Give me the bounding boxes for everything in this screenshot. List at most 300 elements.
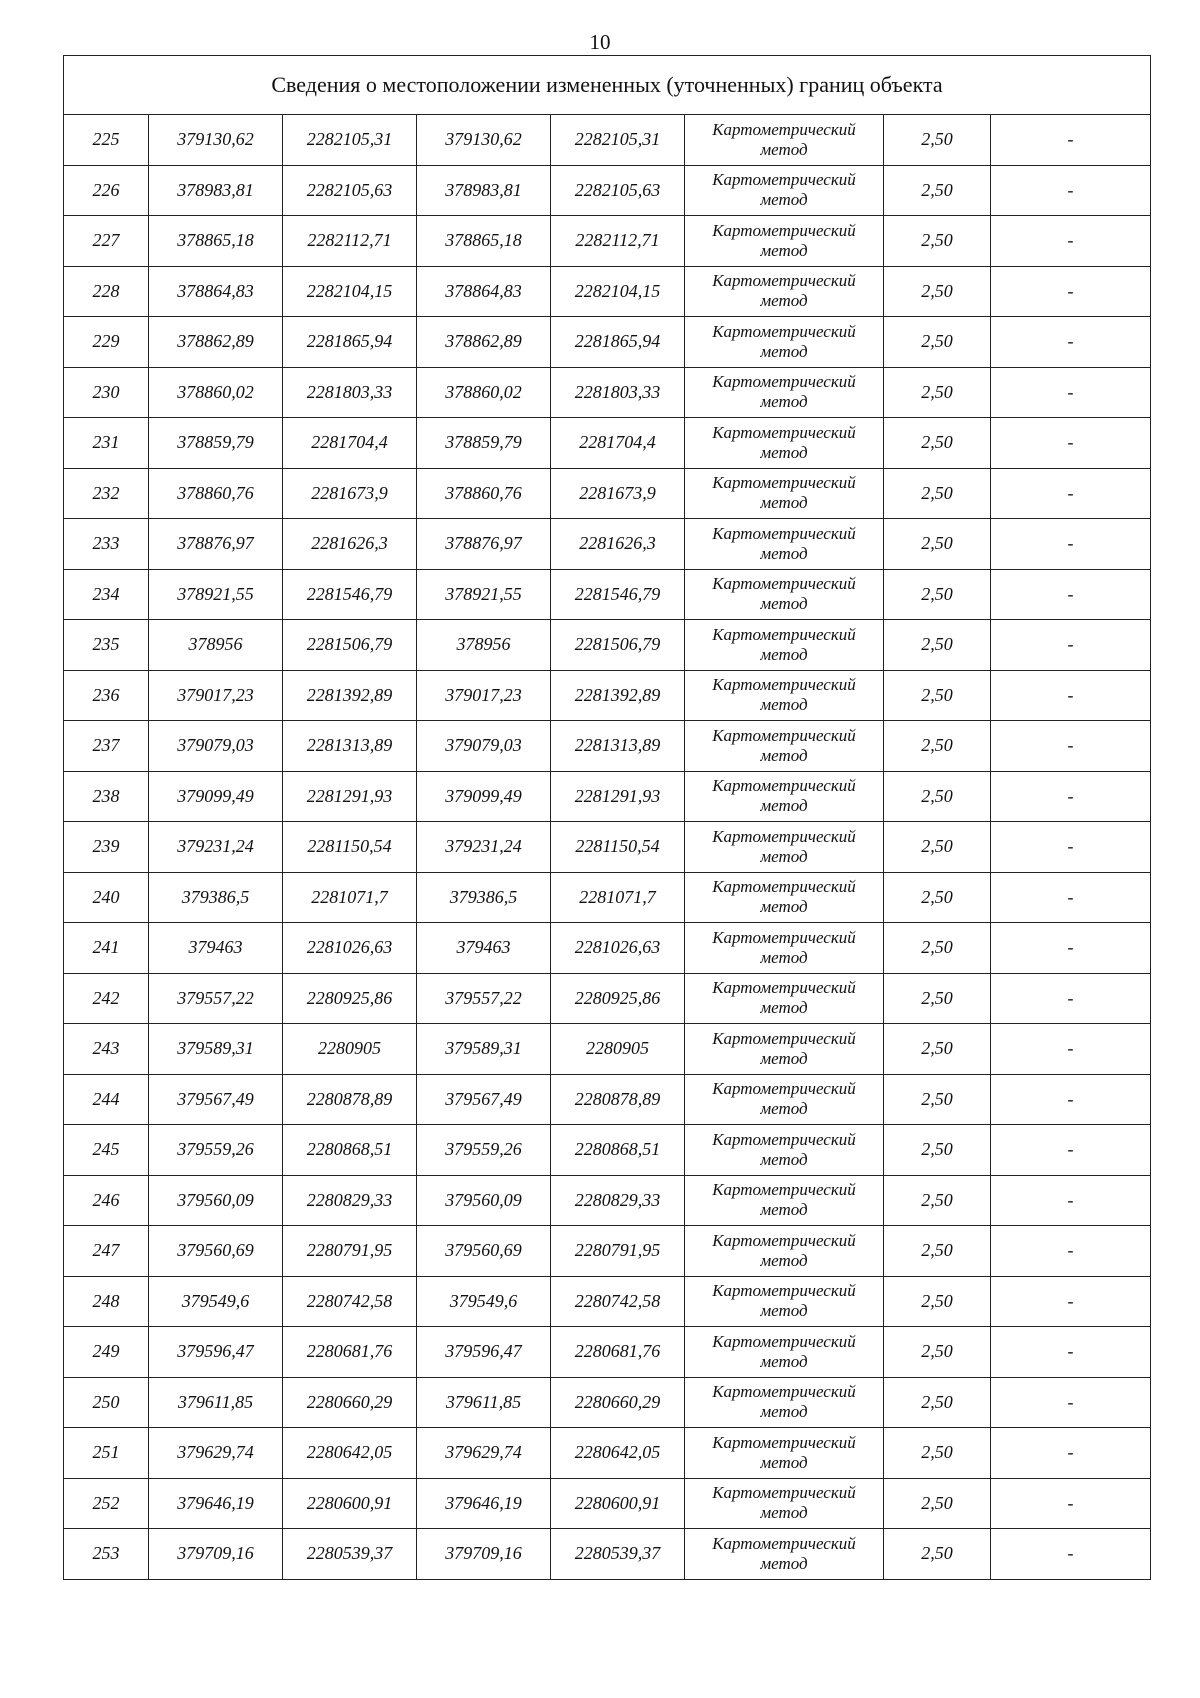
method-line1: Картометрический [712,877,856,897]
description-cell: - [991,1024,1151,1075]
x-existing-cell: 379596,47 [149,1327,283,1378]
y-new-cell: 2280791,95 [551,1226,685,1277]
point-number-cell: 232 [64,468,149,519]
description-cell: - [991,1175,1151,1226]
y-existing-cell: 2281392,89 [283,670,417,721]
method-line1: Картометрический [712,1180,856,1200]
y-new-cell: 2281546,79 [551,569,685,620]
x-existing-cell: 379099,49 [149,771,283,822]
y-existing-cell: 2281546,79 [283,569,417,620]
table-row [64,973,1151,1024]
description-cell: - [991,923,1151,974]
y-new-cell: 2280905 [551,1024,685,1075]
method-cell [685,771,884,822]
method-cell [685,569,884,620]
x-new-cell: 379629,74 [417,1428,551,1479]
method-line2: метод [760,1452,808,1472]
y-new-cell: 2281803,33 [551,367,685,418]
x-new-cell: 379549,6 [417,1276,551,1327]
description-cell: - [991,266,1151,317]
y-new-cell: 2280681,76 [551,1327,685,1378]
y-new-cell: 2280660,29 [551,1377,685,1428]
description-cell: - [991,973,1151,1024]
description-cell: - [991,771,1151,822]
table-title: Сведения о местоположении измененных (уточненных) границ объекта [64,56,1151,115]
coordinates-table [63,55,1151,1580]
point-number-cell: 253 [64,1529,149,1580]
x-existing-cell: 379629,74 [149,1428,283,1479]
y-new-cell: 2282105,31 [551,115,685,166]
y-new-cell: 2280878,89 [551,1074,685,1125]
y-existing-cell: 2280642,05 [283,1428,417,1479]
accuracy-cell: 2,50 [884,1175,991,1226]
accuracy-cell: 2,50 [884,1024,991,1075]
y-new-cell: 2280829,33 [551,1175,685,1226]
method-cell [685,620,884,671]
accuracy-cell: 2,50 [884,569,991,620]
method-cell [685,872,884,923]
x-new-cell: 378865,18 [417,216,551,267]
method-line2: метод [760,1402,808,1422]
point-number-cell: 248 [64,1276,149,1327]
x-new-cell: 379130,62 [417,115,551,166]
y-new-cell: 2280868,51 [551,1125,685,1176]
table-row [64,1428,1151,1479]
point-number-cell: 246 [64,1175,149,1226]
x-existing-cell: 379231,24 [149,822,283,873]
y-existing-cell: 2280600,91 [283,1478,417,1529]
x-existing-cell: 378859,79 [149,418,283,469]
x-new-cell: 379386,5 [417,872,551,923]
description-cell: - [991,317,1151,368]
y-existing-cell: 2281704,4 [283,418,417,469]
table-row [64,1175,1151,1226]
y-existing-cell: 2282105,31 [283,115,417,166]
y-new-cell: 2281704,4 [551,418,685,469]
x-new-cell: 378860,76 [417,468,551,519]
table-row [64,620,1151,671]
y-new-cell: 2282105,63 [551,165,685,216]
method-line1: Картометрический [712,776,856,796]
x-existing-cell: 379549,6 [149,1276,283,1327]
method-line2: метод [760,897,808,917]
method-line2: метод [760,543,808,563]
x-existing-cell: 378862,89 [149,317,283,368]
y-existing-cell: 2280868,51 [283,1125,417,1176]
y-existing-cell: 2280925,86 [283,973,417,1024]
accuracy-cell: 2,50 [884,367,991,418]
y-new-cell: 2281313,89 [551,721,685,772]
point-number-cell: 250 [64,1377,149,1428]
accuracy-cell: 2,50 [884,1327,991,1378]
x-existing-cell: 379567,49 [149,1074,283,1125]
method-cell [685,822,884,873]
description-cell: - [991,1226,1151,1277]
y-existing-cell: 2281865,94 [283,317,417,368]
y-existing-cell: 2280742,58 [283,1276,417,1327]
y-new-cell: 2281626,3 [551,519,685,570]
method-line2: метод [760,644,808,664]
method-cell [685,266,884,317]
y-existing-cell: 2280660,29 [283,1377,417,1428]
method-line1: Картометрический [712,978,856,998]
y-existing-cell: 2281026,63 [283,923,417,974]
table-row [64,519,1151,570]
method-line1: Картометрический [712,1331,856,1351]
method-line2: метод [760,1503,808,1523]
page-number: 10 [589,30,611,54]
method-line1: Картометрический [712,523,856,543]
table-row [64,822,1151,873]
method-line2: метод [760,1553,808,1573]
method-line2: метод [760,1301,808,1321]
method-cell [685,973,884,1024]
method-line2: метод [760,796,808,816]
method-line1: Картометрический [712,1079,856,1099]
accuracy-cell: 2,50 [884,1226,991,1277]
y-new-cell: 2281071,7 [551,872,685,923]
y-existing-cell: 2281673,9 [283,468,417,519]
table-row [64,923,1151,974]
table-row [64,1024,1151,1075]
method-cell [685,670,884,721]
method-line1: Картометрический [712,574,856,594]
method-line2: метод [760,1149,808,1169]
table-row [64,1074,1151,1125]
method-line2: метод [760,442,808,462]
x-new-cell: 379646,19 [417,1478,551,1529]
method-line2: метод [760,846,808,866]
x-existing-cell: 379560,09 [149,1175,283,1226]
description-cell: - [991,569,1151,620]
table-row [64,721,1151,772]
accuracy-cell: 2,50 [884,822,991,873]
description-cell: - [991,519,1151,570]
x-existing-cell: 378865,18 [149,216,283,267]
table-row [64,872,1151,923]
point-number-cell: 225 [64,115,149,166]
description-cell: - [991,822,1151,873]
method-cell [685,115,884,166]
x-new-cell: 379017,23 [417,670,551,721]
y-existing-cell: 2281291,93 [283,771,417,822]
method-line1: Картометрический [712,372,856,392]
method-line2: метод [760,594,808,614]
x-new-cell: 379231,24 [417,822,551,873]
method-line2: метод [760,1200,808,1220]
x-new-cell: 379567,49 [417,1074,551,1125]
method-cell [685,1074,884,1125]
x-existing-cell: 379130,62 [149,115,283,166]
method-cell [685,418,884,469]
method-line1: Картометрический [712,220,856,240]
method-line1: Картометрический [712,1533,856,1553]
method-cell [685,1377,884,1428]
y-existing-cell: 2282105,63 [283,165,417,216]
x-existing-cell: 378956 [149,620,283,671]
point-number-cell: 241 [64,923,149,974]
accuracy-cell: 2,50 [884,115,991,166]
point-number-cell: 242 [64,973,149,1024]
table-row [64,468,1151,519]
accuracy-cell: 2,50 [884,670,991,721]
x-existing-cell: 379463 [149,923,283,974]
method-cell [685,923,884,974]
x-new-cell: 379611,85 [417,1377,551,1428]
method-cell [685,1478,884,1529]
point-number-cell: 247 [64,1226,149,1277]
accuracy-cell: 2,50 [884,620,991,671]
method-line2: метод [760,998,808,1018]
description-cell: - [991,1428,1151,1479]
point-number-cell: 228 [64,266,149,317]
method-line1: Картометрический [712,1129,856,1149]
x-new-cell: 378862,89 [417,317,551,368]
method-line2: метод [760,392,808,412]
method-line2: метод [760,190,808,210]
description-cell: - [991,1478,1151,1529]
point-number-cell: 239 [64,822,149,873]
x-existing-cell: 379559,26 [149,1125,283,1176]
method-cell [685,1327,884,1378]
y-existing-cell: 2281803,33 [283,367,417,418]
method-cell [685,1428,884,1479]
x-existing-cell: 379611,85 [149,1377,283,1428]
description-cell: - [991,418,1151,469]
x-new-cell: 379596,47 [417,1327,551,1378]
method-line1: Картометрический [712,675,856,695]
table-row [64,115,1151,166]
y-existing-cell: 2280791,95 [283,1226,417,1277]
x-existing-cell: 378983,81 [149,165,283,216]
x-new-cell: 378864,83 [417,266,551,317]
x-new-cell: 378921,55 [417,569,551,620]
table-row [64,1276,1151,1327]
accuracy-cell: 2,50 [884,721,991,772]
table-row [64,1125,1151,1176]
accuracy-cell: 2,50 [884,1377,991,1428]
point-number-cell: 243 [64,1024,149,1075]
y-new-cell: 2280742,58 [551,1276,685,1327]
description-cell: - [991,1377,1151,1428]
description-cell: - [991,216,1151,267]
y-existing-cell: 2281150,54 [283,822,417,873]
x-new-cell: 378956 [417,620,551,671]
y-existing-cell: 2280905 [283,1024,417,1075]
accuracy-cell: 2,50 [884,317,991,368]
point-number-cell: 235 [64,620,149,671]
x-new-cell: 379709,16 [417,1529,551,1580]
x-existing-cell: 378860,76 [149,468,283,519]
point-number-cell: 229 [64,317,149,368]
method-cell [685,216,884,267]
description-cell: - [991,721,1151,772]
method-line2: метод [760,1099,808,1119]
x-new-cell: 379099,49 [417,771,551,822]
point-number-cell: 231 [64,418,149,469]
table-header-row [64,56,1151,115]
method-cell [685,1226,884,1277]
description-cell: - [991,1276,1151,1327]
description-cell: - [991,670,1151,721]
y-existing-cell: 2282112,71 [283,216,417,267]
x-new-cell: 378860,02 [417,367,551,418]
table-row [64,1478,1151,1529]
y-new-cell: 2282112,71 [551,216,685,267]
method-cell [685,468,884,519]
method-cell [685,165,884,216]
x-existing-cell: 379709,16 [149,1529,283,1580]
x-existing-cell: 378921,55 [149,569,283,620]
method-line2: метод [760,341,808,361]
y-new-cell: 2281506,79 [551,620,685,671]
y-new-cell: 2281673,9 [551,468,685,519]
y-existing-cell: 2281071,7 [283,872,417,923]
method-line2: метод [760,240,808,260]
method-line1: Картометрический [712,1483,856,1503]
y-new-cell: 2280600,91 [551,1478,685,1529]
accuracy-cell: 2,50 [884,468,991,519]
method-cell [685,1024,884,1075]
method-line1: Картометрический [712,1432,856,1452]
point-number-cell: 226 [64,165,149,216]
method-cell [685,317,884,368]
method-cell [685,1125,884,1176]
description-cell: - [991,468,1151,519]
description-cell: - [991,115,1151,166]
accuracy-cell: 2,50 [884,1428,991,1479]
accuracy-cell: 2,50 [884,1276,991,1327]
point-number-cell: 236 [64,670,149,721]
method-cell [685,721,884,772]
description-cell: - [991,1529,1151,1580]
x-new-cell: 379589,31 [417,1024,551,1075]
point-number-cell: 244 [64,1074,149,1125]
y-existing-cell: 2280878,89 [283,1074,417,1125]
x-existing-cell: 379646,19 [149,1478,283,1529]
point-number-cell: 237 [64,721,149,772]
x-existing-cell: 379017,23 [149,670,283,721]
y-new-cell: 2281865,94 [551,317,685,368]
table-row [64,216,1151,267]
point-number-cell: 238 [64,771,149,822]
point-number-cell: 230 [64,367,149,418]
accuracy-cell: 2,50 [884,165,991,216]
description-cell: - [991,1125,1151,1176]
y-new-cell: 2280539,37 [551,1529,685,1580]
y-existing-cell: 2280829,33 [283,1175,417,1226]
method-line2: метод [760,745,808,765]
method-line1: Картометрический [712,725,856,745]
table-row [64,1377,1151,1428]
method-line1: Картометрический [712,271,856,291]
table-row [64,771,1151,822]
method-line1: Картометрический [712,473,856,493]
point-number-cell: 249 [64,1327,149,1378]
description-cell: - [991,1327,1151,1378]
y-new-cell: 2282104,15 [551,266,685,317]
x-existing-cell: 378860,02 [149,367,283,418]
y-new-cell: 2281026,63 [551,923,685,974]
x-existing-cell: 378876,97 [149,519,283,570]
accuracy-cell: 2,50 [884,872,991,923]
point-number-cell: 251 [64,1428,149,1479]
description-cell: - [991,367,1151,418]
x-existing-cell: 379560,69 [149,1226,283,1277]
method-line1: Картометрический [712,119,856,139]
accuracy-cell: 2,50 [884,1074,991,1125]
point-number-cell: 234 [64,569,149,620]
method-line1: Картометрический [712,826,856,846]
table-row [64,165,1151,216]
method-line1: Картометрический [712,170,856,190]
point-number-cell: 227 [64,216,149,267]
method-cell [685,1175,884,1226]
method-line2: метод [760,695,808,715]
table-row [64,1529,1151,1580]
method-line2: метод [760,947,808,967]
method-line1: Картометрический [712,321,856,341]
y-new-cell: 2281392,89 [551,670,685,721]
method-line1: Картометрический [712,422,856,442]
method-cell [685,367,884,418]
table-row [64,317,1151,368]
accuracy-cell: 2,50 [884,923,991,974]
x-new-cell: 379560,69 [417,1226,551,1277]
accuracy-cell: 2,50 [884,1529,991,1580]
x-new-cell: 379560,09 [417,1175,551,1226]
table-row [64,418,1151,469]
point-number-cell: 233 [64,519,149,570]
x-new-cell: 379463 [417,923,551,974]
y-new-cell: 2280642,05 [551,1428,685,1479]
x-new-cell: 378859,79 [417,418,551,469]
x-new-cell: 379557,22 [417,973,551,1024]
accuracy-cell: 2,50 [884,1125,991,1176]
description-cell: - [991,165,1151,216]
accuracy-cell: 2,50 [884,418,991,469]
x-new-cell: 379559,26 [417,1125,551,1176]
y-existing-cell: 2281626,3 [283,519,417,570]
y-existing-cell: 2281506,79 [283,620,417,671]
method-line1: Картометрический [712,927,856,947]
method-line2: метод [760,1250,808,1270]
table-row [64,569,1151,620]
x-existing-cell: 379386,5 [149,872,283,923]
point-number-cell: 245 [64,1125,149,1176]
method-cell [685,1529,884,1580]
accuracy-cell: 2,50 [884,973,991,1024]
description-cell: - [991,872,1151,923]
method-line1: Картометрический [712,1028,856,1048]
point-number-cell: 252 [64,1478,149,1529]
method-line2: метод [760,291,808,311]
x-existing-cell: 378864,83 [149,266,283,317]
y-existing-cell: 2281313,89 [283,721,417,772]
accuracy-cell: 2,50 [884,519,991,570]
x-existing-cell: 379589,31 [149,1024,283,1075]
method-cell [685,1276,884,1327]
table-row [64,1327,1151,1378]
method-line1: Картометрический [712,1230,856,1250]
method-cell [685,519,884,570]
y-existing-cell: 2282104,15 [283,266,417,317]
x-existing-cell: 379079,03 [149,721,283,772]
x-existing-cell: 379557,22 [149,973,283,1024]
y-new-cell: 2281291,93 [551,771,685,822]
description-cell: - [991,620,1151,671]
point-number-cell: 240 [64,872,149,923]
